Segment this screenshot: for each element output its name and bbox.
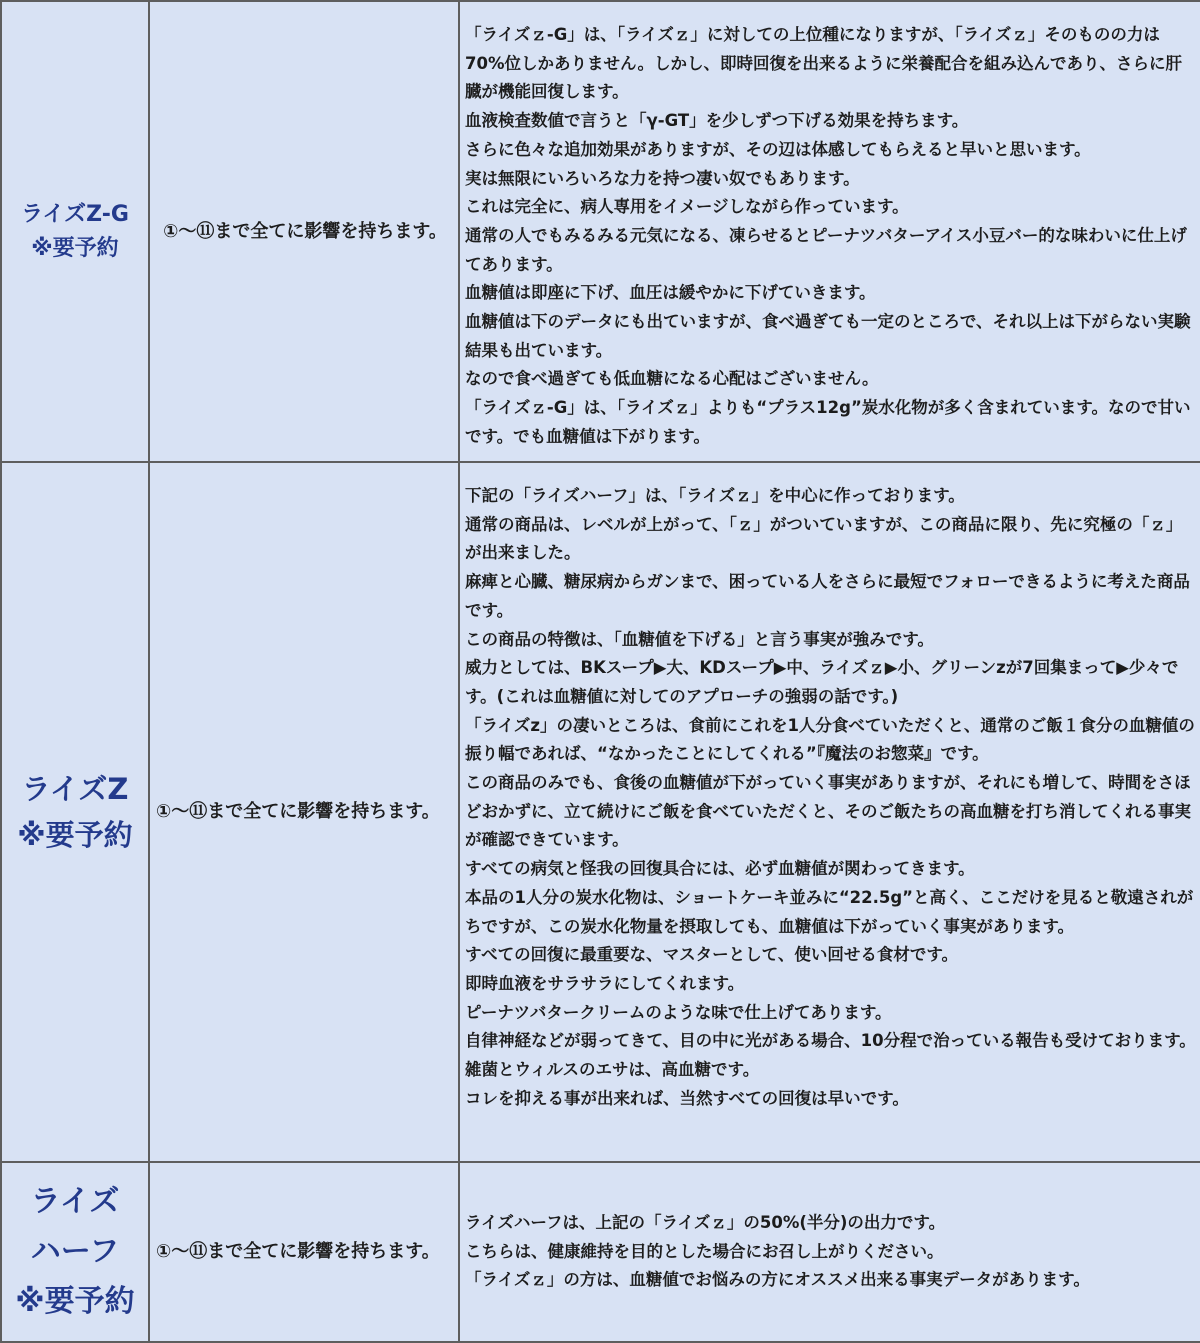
description-line: 麻痺と心臓、糖尿病からガンまで、困っている人をさらに最短でフォローできるように考えた商品です。: [465, 572, 1190, 620]
description-line: 血糖値は即座に下げ、血圧は緩やかに下げていきます。: [465, 283, 876, 303]
description-line: 血液検査数値で言うと「γ-GT」を少しずつ下げる効果を持ちます。: [465, 111, 969, 131]
effect-scope: ①〜⑪まで全てに影響を持ちます。: [149, 462, 459, 1162]
product-description: [459, 1, 1200, 462]
description-line: 血糖値は下のデータにも出ていますが、食べ過ぎても一定のところで、それ以上は下がらない実験結果も出ています。: [465, 312, 1191, 360]
product-name: ライズZ: [21, 772, 129, 806]
product-name-cell: [1, 1162, 149, 1342]
description-line: すべての回復に最重要な、マスターとして、使い回せる食材です。: [465, 945, 959, 965]
description-line: 通常の商品は、レベルが上がって、「ｚ」がついていますが、この商品に限り、先に究極の「ｚ」が出来ました。: [465, 514, 1183, 563]
description-line: 「ライズｚ」の方は、血糖値でお悩みの方にオススメ出来る事実データがあります。: [465, 1270, 1090, 1290]
description-line: 本品の1人分の炭水化物は、ショートケーキ並みに“22.5g”と高く、ここだけを見ると敬遠されがちですが、この炭水化物量を摂取しても、血糖値は下がっていく事実があります。: [465, 887, 1194, 936]
reservation-note: ※要予約: [17, 818, 133, 852]
product-name: ハーフ: [30, 1234, 120, 1269]
description-line: すべての病気と怪我の回復具合には、必ず血糖値が関わってきます。: [465, 859, 975, 879]
description-line: 下記の「ライズハーフ」は、「ライズｚ」を中心に作っております。: [465, 486, 965, 505]
description-line: 通常の人でもみるみる元気になる、凍らせるとピーナツバターアイス小豆バー的な味わいに仕上げてあります。: [465, 225, 1187, 274]
reservation-note: ※要予約: [31, 235, 119, 261]
product-name-cell: [1, 1, 149, 462]
description-line: ライズハーフは、上記の「ライズｚ」の50%(半分)の出力です。: [465, 1212, 946, 1232]
description-line: なので食べ過ぎても低血糖になる心配はございません。: [465, 369, 879, 389]
description-line: 「ライズｚ-G」は、「ライズｚ」よりも“プラス12g”炭水化物が多く含まれています。なので甘いです。でも血糖値は下がります。: [465, 398, 1191, 446]
product-name: ライズZ-G: [21, 201, 129, 227]
description-line: 即時血液をサラサラにしてくれます。: [465, 973, 745, 993]
description-line: この商品のみでも、食後の血糖値が下がっていく事実がありますが、それにも増して、時間をさほどおかずに、立て続けにご飯を食べていただくと、そのご飯たちの高血糖を打ち消してくれる事実が確認できています。: [465, 773, 1191, 850]
description-line: ピーナツバタークリームのような味で仕上げてあります。: [465, 1002, 892, 1022]
description-line: 雑菌とウィルスのエサは、高血糖です。: [465, 1060, 760, 1080]
product-description: [459, 1162, 1200, 1342]
description-line: これは完全に、病人専用をイメージしながら作っています。: [465, 197, 909, 217]
product-description: [459, 462, 1200, 1162]
description-line: 「ライズｚ-G」は、「ライズｚ」に対しての上位種になりますが、「ライズｚ」そのものの力は70%位しかありません。しかし、即時回復を出来るように栄養配合を組み込んであり、さらに肝臓が機能回復します。: [465, 25, 1182, 102]
product-row-rise-z: [1, 462, 1200, 1162]
effect-scope: ①〜⑪まで全てに影響を持ちます。: [149, 1, 459, 462]
description-line: さらに色々な追加効果がありますが、その辺は体感してもらえると早いと思います。: [465, 139, 1091, 159]
product-name: ライズ: [30, 1184, 120, 1219]
effect-scope: ①〜⑪まで全てに影響を持ちます。: [149, 1162, 459, 1342]
description-line: 自律神経などが弱ってきて、目の中に光がある場合、10分程で治っている報告も受けております。: [465, 1031, 1196, 1051]
description-line: 威力としては、BKスープ▶大、KDスープ▶中、ライズｚ▶小、グリーンzが7回集まって▶少々です。(これは血糖値に対してのアプローチの強弱の話です。): [465, 658, 1179, 706]
description-line: 実は無限にいろいろな力を持つ凄い奴でもあります。: [465, 168, 860, 188]
description-line: 「ライズz」の凄いところは、食前にこれを1人分食べていただくと、通常のご飯１食分の血糖値の振り幅であれば、“なかったことにしてくれる”『魔法のお惣菜』です。: [465, 715, 1195, 764]
product-row-rise-half: [1, 1162, 1200, 1342]
description-line: この商品の特徴は、「血糖値を下げる」と言う事実が強みです。: [465, 629, 934, 649]
reservation-note: ※要予約: [15, 1284, 135, 1319]
description-line: こちらは、健康維持を目的とした場合にお召し上がりください。: [465, 1241, 944, 1261]
product-name-cell: [1, 462, 149, 1162]
product-row-rise-z-g: [1, 1, 1200, 462]
description-line: コレを抑える事が出来れば、当然すべての回復は早いです。: [465, 1088, 909, 1108]
